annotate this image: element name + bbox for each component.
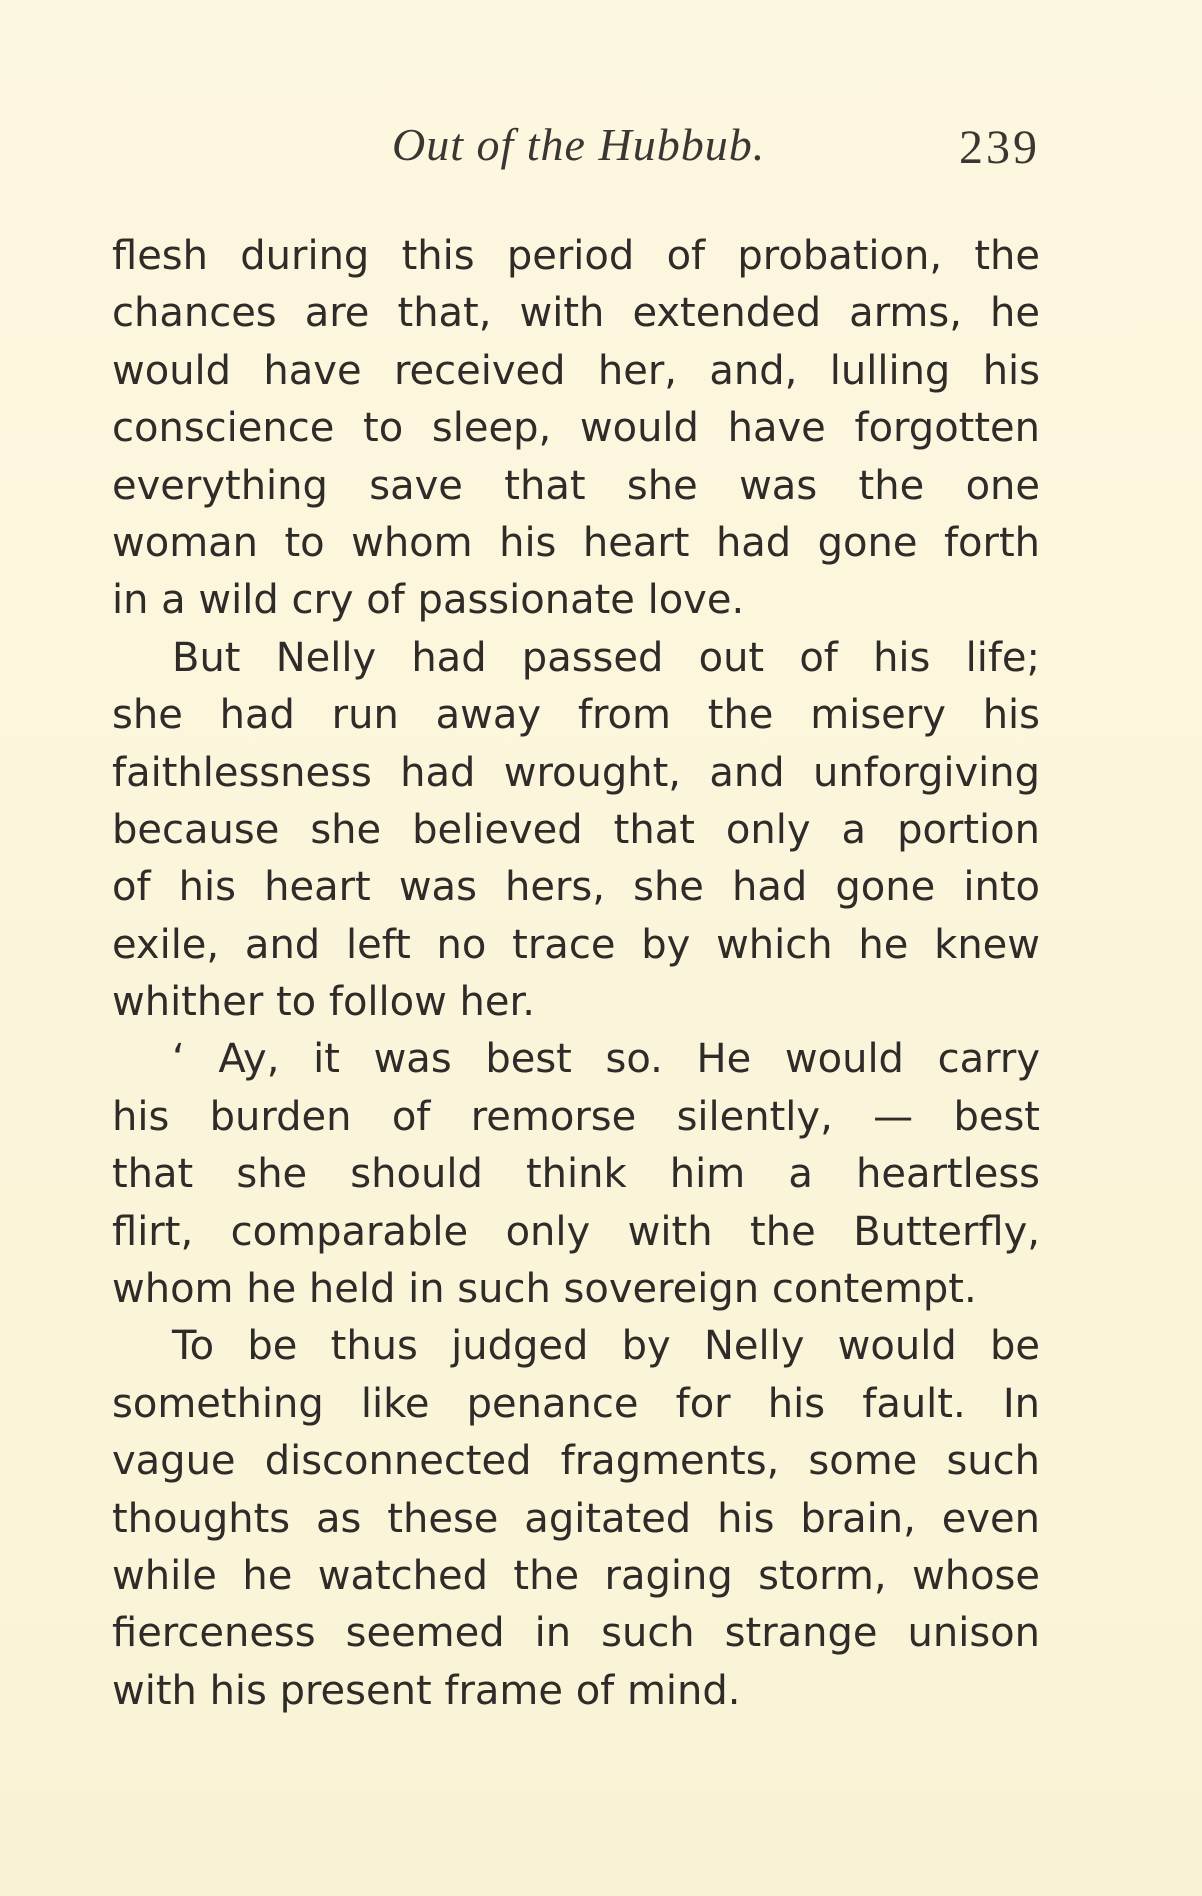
body-text bbox=[112, 228, 1040, 1720]
text-line: she had run away from the misery his bbox=[112, 692, 1040, 739]
text-line: ‘ Ay, it was best so. He would carry bbox=[172, 1036, 1040, 1083]
text-line: whom he held in such sovereign contempt. bbox=[112, 1266, 977, 1313]
text-line: vague disconnected fragments, some such bbox=[112, 1438, 1040, 1485]
text-line: To be thus judged by Nelly would be bbox=[172, 1323, 1040, 1370]
text-line: because she believed that only a portion bbox=[112, 806, 1040, 853]
text-line: chances are that, with extended arms, he bbox=[112, 290, 1040, 337]
text-line: his burden of remorse silently, — best bbox=[112, 1093, 1040, 1140]
running-title: Out of the Hubbub. bbox=[392, 119, 766, 170]
text-line: of his heart was hers, she had gone into bbox=[112, 864, 1040, 911]
text-line: flirt, comparable only with the Butterfly, bbox=[112, 1208, 1040, 1255]
text-line: would have received her, and, lulling his bbox=[112, 347, 1040, 394]
running-head bbox=[112, 118, 1040, 188]
text-line: something like penance for his fault. In bbox=[112, 1380, 1040, 1427]
text-line: flesh during this period of probation, the bbox=[112, 233, 1040, 279]
text-line: exile, and left no trace by which he knew bbox=[112, 921, 1040, 968]
text-line: fierceness seemed in such strange unison bbox=[112, 1610, 1040, 1657]
text-line: everything save that she was the one bbox=[112, 462, 1040, 509]
text-line: while he watched the raging storm, whose bbox=[112, 1552, 1040, 1599]
text-line: conscience to sleep, would have forgotten bbox=[112, 405, 1040, 452]
text-line: woman to whom his heart had gone forth bbox=[112, 519, 1040, 566]
page-number: 239 bbox=[959, 121, 1040, 174]
text-line: But Nelly had passed out of his life; bbox=[172, 634, 1040, 681]
text-line: with his present frame of mind. bbox=[112, 1667, 741, 1714]
text-line: thoughts as these agitated his brain, even bbox=[112, 1495, 1040, 1542]
text-line: that she should think him a heartless bbox=[112, 1151, 1040, 1198]
text-line: in a wild cry of passionate love. bbox=[112, 577, 745, 624]
text-line: whither to follow her. bbox=[112, 979, 535, 1026]
text-line: faithlessness had wrought, and unforgiving bbox=[112, 749, 1040, 796]
